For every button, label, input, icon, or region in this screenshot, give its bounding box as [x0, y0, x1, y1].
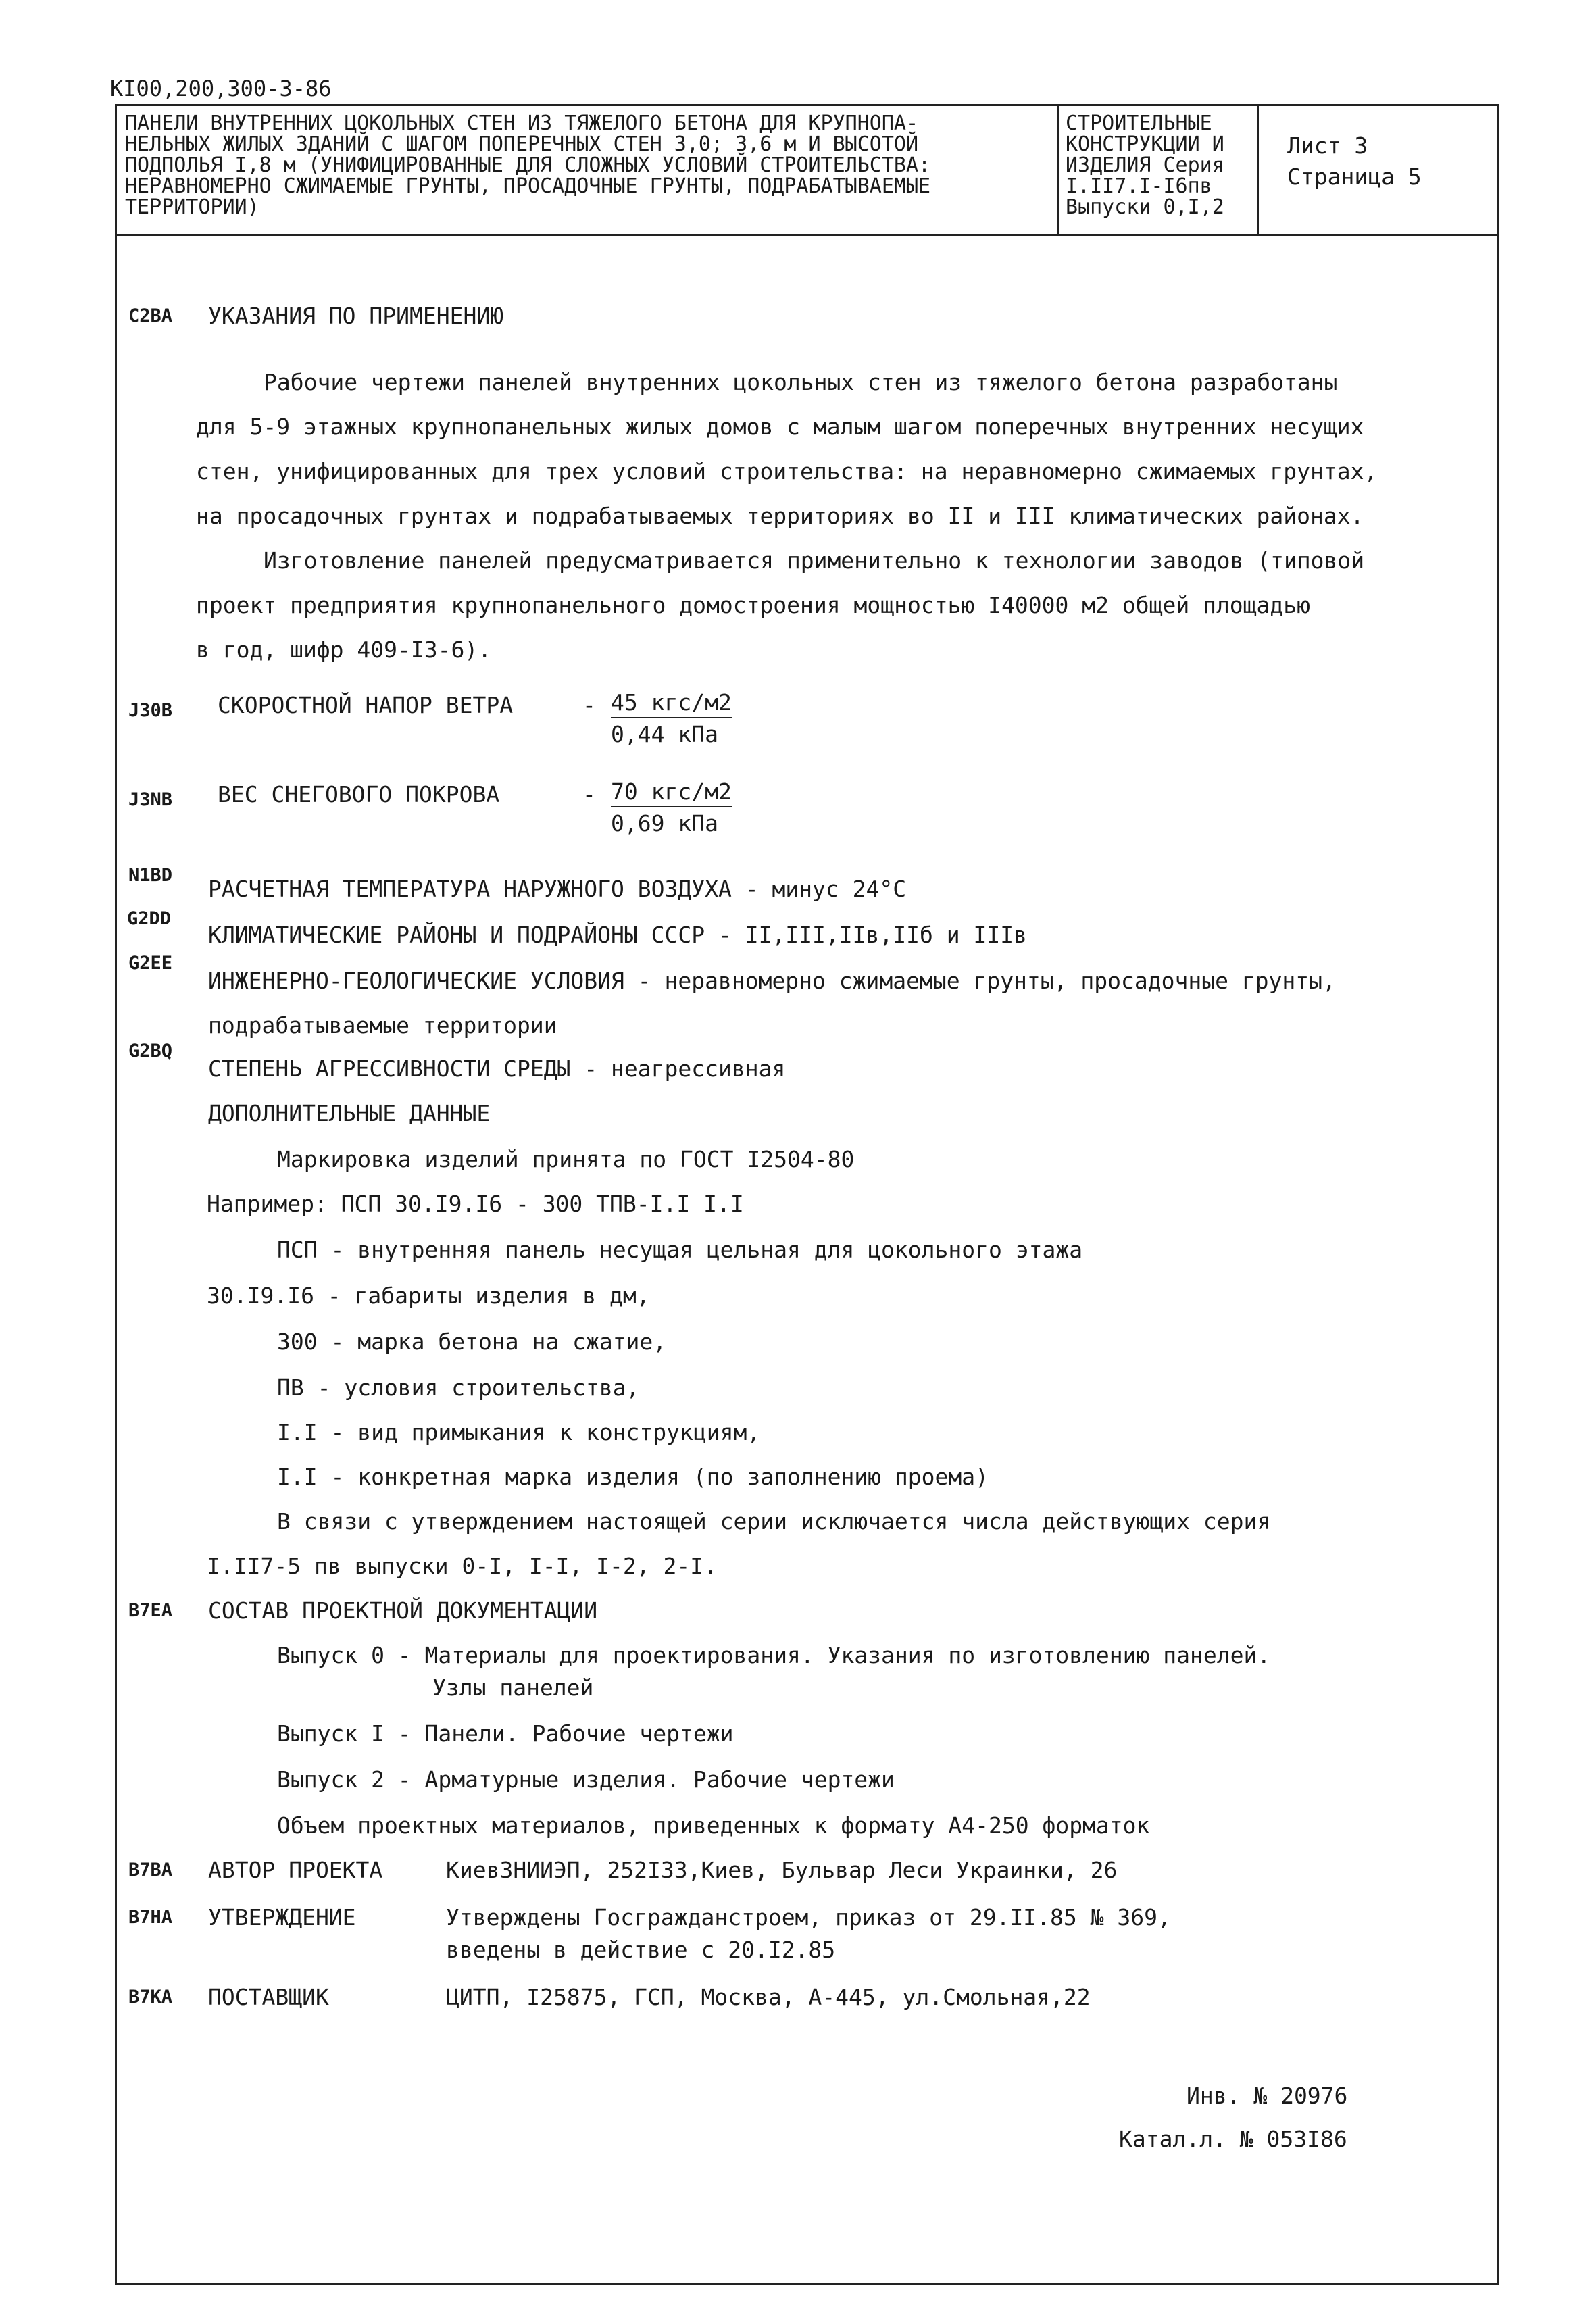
sheet-number: Лист 3 — [1287, 132, 1368, 159]
approval-line: Утверждены Госгражданстроем, приказ от 29.II.85 № 369, — [446, 1904, 1171, 1931]
intro-line: в год, шифр 409-I3-6). — [196, 637, 492, 663]
additional-data-heading: ДОПОЛНИТЕЛЬНЫЕ ДАННЫЕ — [208, 1100, 491, 1126]
marking-item: 30.I9.I6 - габариты изделия в дм, — [207, 1283, 650, 1309]
marking-example: Например: ПСП 30.I9.I6 - 300 ТПВ-I.I I.I — [207, 1191, 744, 1217]
title-block-description — [117, 106, 1059, 234]
title-line: ТЕРРИТОРИИ) — [125, 195, 259, 219]
series-line: КОНСТРУКЦИИ И — [1066, 132, 1224, 156]
approval-label: УТВЕРЖДЕНИЕ — [208, 1904, 356, 1931]
title-line: ПОДПОЛЬЯ I,8 м (УНИФИЦИРОВАННЫЕ ДЛЯ СЛОЖНЫХ УСЛОВИЙ СТРОИТЕЛЬСТВА: — [125, 153, 931, 177]
snow-value — [611, 778, 732, 837]
intro-line: Рабочие чертежи панелей внутренних цокольных стен из тяжелого бетона разработаны — [264, 369, 1338, 395]
composition-code: B7EA — [128, 1600, 173, 1621]
snow-label: ВЕС СНЕГОВОГО ПОКРОВА — [218, 781, 500, 807]
catalog-number: Катал.л. № 053I86 — [1119, 2126, 1347, 2152]
wind-code: J30B — [128, 700, 173, 721]
intro-line: проект предприятия крупнопанельного домостроения мощностью I40000 м2 общей площадью — [196, 592, 1311, 618]
wind-dash: - — [582, 692, 596, 718]
snow-value-kpa: 0,69 кПа — [611, 810, 718, 837]
approval-code: B7HA — [128, 1907, 173, 1928]
author-value: КиевЗНИИЭП, 252I33,Киев, Бульвар Леси Украинки, 26 — [446, 1857, 1118, 1883]
wind-value-kpa: 0,44 кПа — [611, 721, 718, 747]
intro-line: на просадочных грунтах и подрабатываемых территориях во II и III климатических районах. — [196, 503, 1364, 529]
geo-code: G2EE — [128, 953, 173, 974]
wind-value — [611, 689, 732, 747]
geo-conditions-line: подрабатываемые территории — [208, 1012, 557, 1039]
volume-note: Объем проектных материалов, приведенных к формату А4-250 форматок — [277, 1812, 1150, 1839]
author-code: B7BA — [128, 1860, 173, 1881]
snow-dash: - — [582, 781, 596, 807]
intro-line: Изготовление панелей предусматривается применительно к технологии заводов (типовой — [264, 547, 1365, 574]
marking-item: ПВ - условия строительства, — [277, 1374, 640, 1401]
title-block-sheet — [1259, 106, 1497, 234]
composition-title: СОСТАВ ПРОЕКТНОЙ ДОКУМЕНТАЦИИ — [208, 1597, 598, 1624]
title-line: ПАНЕЛИ ВНУТРЕННИХ ЦОКОЛЬНЫХ СТЕН ИЗ ТЯЖЕЛОГО БЕТОНА ДЛЯ КРУПНОПА- — [125, 111, 918, 135]
title-block-series — [1059, 106, 1259, 234]
document-code: КI00,200,300-3-86 — [110, 76, 332, 101]
marking-item: I.I - конкретная марка изделия (по заполнению проема) — [277, 1464, 989, 1490]
supplier-code: B7KA — [128, 1987, 173, 2008]
design-temperature: РАСЧЕТНАЯ ТЕМПЕРАТУРА НАРУЖНОГО ВОЗДУХА - минус 24°С — [208, 876, 907, 902]
snow-value-kgf: 70 кгс/м2 — [611, 778, 732, 807]
series-line: СТРОИТЕЛЬНЫЕ — [1066, 111, 1212, 135]
issue-0-continuation: Узлы панелей — [432, 1674, 594, 1701]
author-label: АВТОР ПРОЕКТА — [208, 1857, 383, 1883]
issue-1: Выпуск I - Панели. Рабочие чертежи — [277, 1720, 734, 1747]
aggressiveness: СТЕПЕНЬ АГРЕССИВНОСТИ СРЕДЫ - неагрессивная — [208, 1055, 786, 1082]
title-block — [117, 106, 1497, 236]
marking-item: ПСП - внутренняя панель несущая цельная для цокольного этажа — [277, 1237, 1083, 1263]
aggressiveness-code: G2BQ — [128, 1041, 173, 1062]
title-line: НЕЛЬНЫХ ЖИЛЫХ ЗДАНИЙ С ШАГОМ ПОПЕРЕЧНЫХ СТЕН 3,0; 3,6 м И ВЫСОТОЙ — [125, 132, 918, 156]
supplier-value: ЦИТП, I25875, ГСП, Москва, А-445, ул.Смольная,22 — [446, 1984, 1091, 2010]
climate-code: G2DD — [127, 908, 172, 929]
page-number: Страница 5 — [1287, 164, 1422, 190]
series-line: I.II7.I-I6пв — [1066, 174, 1212, 198]
inventory-number: Инв. № 20976 — [1187, 2083, 1348, 2109]
geo-conditions-line: ИНЖЕНЕРНО-ГЕОЛОГИЧЕСКИЕ УСЛОВИЯ - неравномерно сжимаемые грунты, просадочные грунты, — [208, 968, 1336, 994]
wind-label: СКОРОСТНОЙ НАПОР ВЕТРА — [218, 692, 514, 718]
intro-line: стен, унифицированных для трех условий строительства: на неравномерно сжимаемых грунтах, — [196, 458, 1378, 484]
marking-note-line: I.II7-5 пв выпуски 0-I, I-I, I-2, 2-I. — [207, 1553, 717, 1579]
series-line: Выпуски 0,I,2 — [1066, 195, 1224, 219]
title-line: НЕРАВНОМЕРНО СЖИМАЕМЫЕ ГРУНТЫ, ПРОСАДОЧНЫЕ ГРУНТЫ, ПОДРАБАТЫВАЕМЫЕ — [125, 174, 931, 198]
marking-intro: Маркировка изделий принята по ГОСТ I2504-80 — [277, 1146, 855, 1172]
wind-value-kgf: 45 кгс/м2 — [611, 689, 732, 718]
approval-line: введены в действие с 20.I2.85 — [446, 1937, 836, 1963]
section-title: УКАЗАНИЯ ПО ПРИМЕНЕНИЮ — [208, 303, 504, 329]
issue-0: Выпуск 0 - Материалы для проектирования. Указания по изготовлению панелей. — [277, 1642, 1271, 1668]
section-code: C2BA — [128, 305, 173, 326]
climate-regions: КЛИМАТИЧЕСКИЕ РАЙОНЫ И ПОДРАЙОНЫ СССР - II,III,IIв,IIб и IIIв — [208, 922, 1027, 948]
marking-item: 300 - марка бетона на сжатие, — [277, 1328, 667, 1355]
series-line: ИЗДЕЛИЯ Серия — [1066, 153, 1224, 177]
intro-line: для 5-9 этажных крупнопанельных жилых домов с малым шагом поперечных внутренних несущих — [196, 414, 1364, 440]
marking-note-line: В связи с утверждением настоящей серии исключается числа действующих серия — [277, 1508, 1271, 1535]
marking-item: I.I - вид примыкания к конструкциям, — [277, 1419, 761, 1445]
issue-2: Выпуск 2 - Арматурные изделия. Рабочие чертежи — [277, 1766, 895, 1793]
supplier-label: ПОСТАВЩИК — [208, 1984, 329, 2010]
snow-code: J3NB — [128, 789, 173, 810]
temp-code: N1BD — [128, 865, 173, 886]
